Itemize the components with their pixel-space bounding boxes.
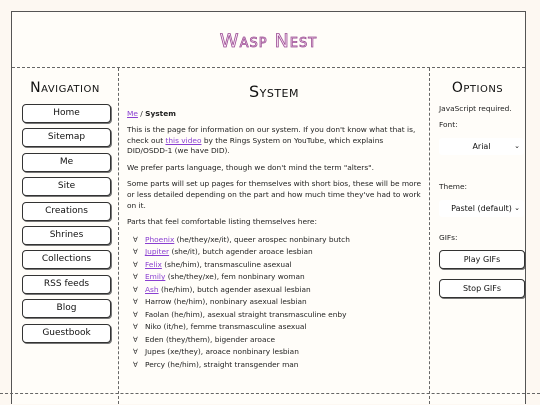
list-item xyxy=(127,271,421,284)
list-item xyxy=(127,309,421,322)
breadcrumb xyxy=(127,109,421,118)
bullet-icon: ∀ xyxy=(133,235,138,244)
part-name-link[interactable]: Ash xyxy=(145,284,159,294)
navigation-heading: Navigation xyxy=(30,80,100,96)
bullet-icon: ∀ xyxy=(133,298,138,307)
bullet-icon: ∀ xyxy=(133,285,138,294)
list-item xyxy=(127,334,421,347)
intro-paragraph xyxy=(127,125,421,157)
theme-select[interactable] xyxy=(439,200,524,217)
part-description: (xe/they), aroace nonbinary lesbian xyxy=(164,347,299,357)
stop-gifs-button[interactable]: Stop GIFs xyxy=(439,279,525,298)
nav-button-site[interactable]: Site xyxy=(22,177,111,196)
breadcrumb-me-link[interactable]: Me xyxy=(127,109,138,118)
list-item xyxy=(127,346,421,359)
font-label: Font: xyxy=(439,120,458,129)
part-name: Percy xyxy=(145,359,166,369)
navigation-sidebar xyxy=(12,68,119,404)
navigation-list xyxy=(12,104,118,343)
theme-select-value: Pastel (default) xyxy=(451,204,512,213)
font-select-value: Arial xyxy=(472,142,491,151)
nav-button-sitemap[interactable]: Sitemap xyxy=(22,128,111,147)
site-header xyxy=(12,12,525,68)
options-heading: Options xyxy=(451,80,504,96)
part-name-link[interactable]: Felix xyxy=(145,259,162,269)
intro-text: This is the page for information on our system. If you don't know what that is, check out xyxy=(127,125,416,145)
bullet-icon: ∀ xyxy=(133,273,138,282)
bullet-icon: ∀ xyxy=(133,323,138,332)
list-item xyxy=(127,296,421,309)
list-item xyxy=(127,234,421,247)
bullet-icon: ∀ xyxy=(133,335,138,344)
nav-button-blog[interactable]: Blog xyxy=(22,299,111,318)
part-name: Harrow xyxy=(145,297,172,307)
page-title: System xyxy=(248,82,300,101)
site-title[interactable]: Wasp Nest xyxy=(219,30,318,52)
bullet-icon: ∀ xyxy=(133,260,138,269)
nav-button-rss-feeds[interactable]: RSS feeds xyxy=(22,275,111,294)
bullet-icon: ∀ xyxy=(133,310,138,319)
part-name-link[interactable]: Jupiter xyxy=(145,247,170,257)
parts-list-intro: Parts that feel comfortable listing themselves here: xyxy=(127,217,317,227)
list-item xyxy=(127,359,421,372)
list-item xyxy=(127,246,421,259)
part-name: Faolan xyxy=(145,309,169,319)
bullet-icon: ∀ xyxy=(133,348,138,357)
part-name-link[interactable]: Phoenix xyxy=(145,234,175,244)
part-description: (it/he), femme transmasculine asexual xyxy=(161,322,307,332)
main-content xyxy=(119,68,430,404)
part-name-link[interactable]: Emily xyxy=(145,272,166,282)
part-name: Niko xyxy=(145,322,162,332)
nav-button-creations[interactable]: Creations xyxy=(22,202,111,221)
list-item xyxy=(127,321,421,334)
part-description: (she/him), transmasculine asexual xyxy=(161,259,292,269)
gifs-label: GIFs: xyxy=(439,233,458,242)
js-required-note: JavaScript required. xyxy=(439,104,512,113)
parts-list xyxy=(127,234,421,372)
part-description: (he/him), butch agender asexual lesbian xyxy=(158,284,311,294)
part-name: Eden xyxy=(145,334,164,344)
theme-label: Theme: xyxy=(439,182,467,191)
page-frame xyxy=(11,11,526,404)
bullet-icon: ∀ xyxy=(133,248,138,257)
part-description: (he/him), nonbinary asexual lesbian xyxy=(171,297,307,307)
breadcrumb-current: System xyxy=(145,109,176,118)
options-sidebar xyxy=(430,68,525,404)
list-item xyxy=(127,284,421,297)
nav-button-home[interactable]: Home xyxy=(22,104,111,123)
bottom-divider xyxy=(0,393,540,394)
font-select[interactable] xyxy=(439,138,524,155)
part-description: (she/they/xe), fem nonbinary woman xyxy=(165,272,305,282)
play-gifs-button[interactable]: Play GIFs xyxy=(439,250,525,269)
part-description: (he/him), asexual straight transmasculine enby xyxy=(168,309,347,319)
list-item xyxy=(127,259,421,272)
video-link[interactable]: this video xyxy=(165,135,202,145)
bullet-icon: ∀ xyxy=(133,360,138,369)
nav-button-collections[interactable]: Collections xyxy=(22,250,111,269)
chevron-down-icon: ⌄ xyxy=(514,142,520,150)
part-description: (he/him), straight transgender man xyxy=(165,359,299,369)
part-description: (they/them), bigender aroace xyxy=(163,334,276,344)
breadcrumb-separator: / xyxy=(137,109,146,118)
parts-language-paragraph: We prefer parts language, though we don't mind the term "alters". xyxy=(127,162,374,172)
nav-button-me[interactable]: Me xyxy=(22,153,111,172)
nav-button-guestbook[interactable]: Guestbook xyxy=(22,324,111,343)
part-description: (he/they/xe/it), queer arospec nonbinary butch xyxy=(174,234,350,244)
pages-paragraph: Some parts will set up pages for themselves with short bios, these will be more or less detailed depending on the part and how much time they've had to work on it. xyxy=(127,179,422,210)
chevron-down-icon: ⌄ xyxy=(514,204,520,212)
part-name: Jupes xyxy=(145,347,165,357)
nav-button-shrines[interactable]: Shrines xyxy=(22,226,111,245)
part-description: (she/it), butch agender aroace lesbian xyxy=(169,247,313,257)
intro-text-cont: by the Rings System on YouTube, which explains DID/OSDD-1 (we have DID). xyxy=(127,135,384,156)
